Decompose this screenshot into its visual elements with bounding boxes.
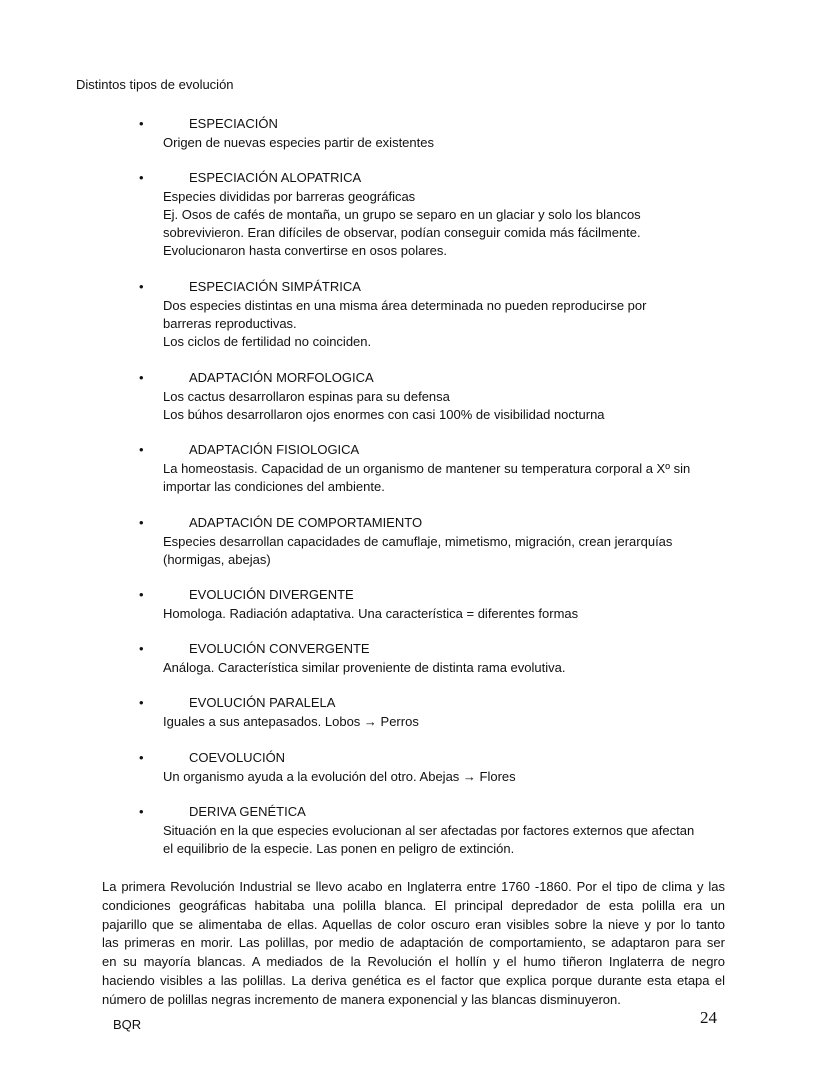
item-description — [163, 605, 733, 623]
item-title: EVOLUCIÓN CONVERGENTE — [189, 641, 370, 656]
item-description — [163, 713, 733, 731]
description-line: Los cactus desarrollaron espinas para su defensa — [163, 389, 450, 404]
item-description — [163, 659, 733, 677]
paragraph-line: pajarillo que se alimentaba de ellas. Aquellas de color oscuro eran visibles sobre la nieve y por lo tanto — [102, 916, 725, 932]
industrial-revolution-paragraph — [102, 878, 725, 1010]
bullet-icon: • — [139, 587, 144, 602]
paragraph-line: condiciones geográficas habitaba una polilla blanca. El principal depredador de esta polilla era un — [102, 897, 725, 913]
description-line: Situación en la que especies evolucionan al ser afectadas por factores externos que afectan — [163, 823, 695, 838]
bullet-icon: • — [139, 370, 144, 385]
description-line: Los ciclos de fertilidad no coinciden. — [163, 334, 372, 349]
item-title: ESPECIACIÓN — [189, 116, 278, 131]
description-line: Iguales a sus antepasados. Lobos → Perros — [163, 714, 419, 729]
description-line: Ej. Osos de cafés de montaña, un grupo se separo en un glaciar y solo los blancos — [163, 207, 641, 222]
description-line: Análoga. Característica similar proveniente de distinta rama evolutiva. — [163, 660, 566, 675]
description-line: Un organismo ayuda a la evolución del otro. Abejas → Flores — [163, 769, 516, 784]
page-number: 24 — [700, 1008, 717, 1027]
page-heading: Distintos tipos de evolución — [76, 77, 234, 92]
item-description — [163, 388, 733, 424]
bullet-icon: • — [139, 641, 144, 656]
bullet-icon: • — [139, 804, 144, 819]
item-description — [163, 533, 733, 569]
paragraph-line: haciendo visibles a las polillas. La deriva genética es el factor que explica porque durante esta etapa el — [102, 972, 725, 988]
item-title: COEVOLUCIÓN — [189, 750, 286, 765]
item-description — [163, 822, 733, 858]
bullet-icon: • — [139, 442, 144, 457]
description-line: sobrevivieron. Eran difíciles de observar, podían conseguir comida más fácilmente. — [163, 225, 641, 240]
paragraph-line: las primeras en morir. Las polillas, por medio de adaptación de comportamiento, se adaptaron para ser — [102, 935, 725, 951]
bullet-icon: • — [139, 750, 144, 765]
paragraph-line: La primera Revolución Industrial se llevo acabo en Inglaterra entre 1760 -1860. Por el tipo de clima y las — [102, 879, 725, 894]
item-title: EVOLUCIÓN PARALELA — [189, 695, 336, 710]
paragraph-line: número de polillas negras incremento de manera exponencial y las blancas disminuyeron. — [102, 991, 621, 1007]
bullet-icon: • — [139, 170, 144, 185]
bullet-icon: • — [139, 116, 144, 131]
item-description — [163, 768, 733, 786]
bullet-icon: • — [139, 279, 144, 294]
item-title: ADAPTACIÓN DE COMPORTAMIENTO — [189, 515, 423, 530]
item-title: ADAPTACIÓN FISIOLOGICA — [189, 442, 360, 457]
description-line: Origen de nuevas especies partir de existentes — [163, 135, 434, 150]
item-title: ESPECIACIÓN ALOPATRICA — [189, 170, 362, 185]
description-line: importar las condiciones del ambiente. — [163, 479, 385, 494]
description-line: Homologa. Radiación adaptativa. Una característica = diferentes formas — [163, 606, 579, 621]
paragraph-line: en su mayoría blancas. A mediados de la Revolución el hollín y el humo tiñeron Inglaterra de negro — [102, 954, 725, 970]
description-line: Especies divididas por barreras geográficas — [163, 189, 416, 204]
bullet-icon: • — [139, 515, 144, 530]
item-title: ADAPTACIÓN MORFOLOGICA — [189, 370, 374, 385]
item-description — [163, 188, 733, 260]
description-line: Dos especies distintas en una misma área determinada no pueden reproducirse por — [163, 298, 647, 313]
description-line: barreras reproductivas. — [163, 316, 297, 331]
bullet-icon: • — [139, 695, 144, 710]
item-title: DERIVA GENÉTICA — [189, 804, 306, 819]
item-description — [163, 460, 733, 496]
footer-initials: BQR — [113, 1017, 142, 1032]
item-title: ESPECIACIÓN SIMPÁTRICA — [189, 279, 361, 294]
description-line: (hormigas, abejas) — [163, 552, 271, 567]
item-description — [163, 134, 733, 152]
item-description — [163, 297, 733, 351]
description-line: Los búhos desarrollaron ojos enormes con casi 100% de visibilidad nocturna — [163, 407, 605, 422]
description-line: el equilibrio de la especie. Las ponen en peligro de extinción. — [163, 841, 515, 856]
description-line: La homeostasis. Capacidad de un organismo de mantener su temperatura corporal a Xº sin — [163, 461, 691, 476]
description-line: Evolucionaron hasta convertirse en osos polares. — [163, 243, 447, 258]
description-line: Especies desarrollan capacidades de camuflaje, mimetismo, migración, crean jerarquías — [163, 534, 673, 549]
item-title: EVOLUCIÓN DIVERGENTE — [189, 587, 354, 602]
